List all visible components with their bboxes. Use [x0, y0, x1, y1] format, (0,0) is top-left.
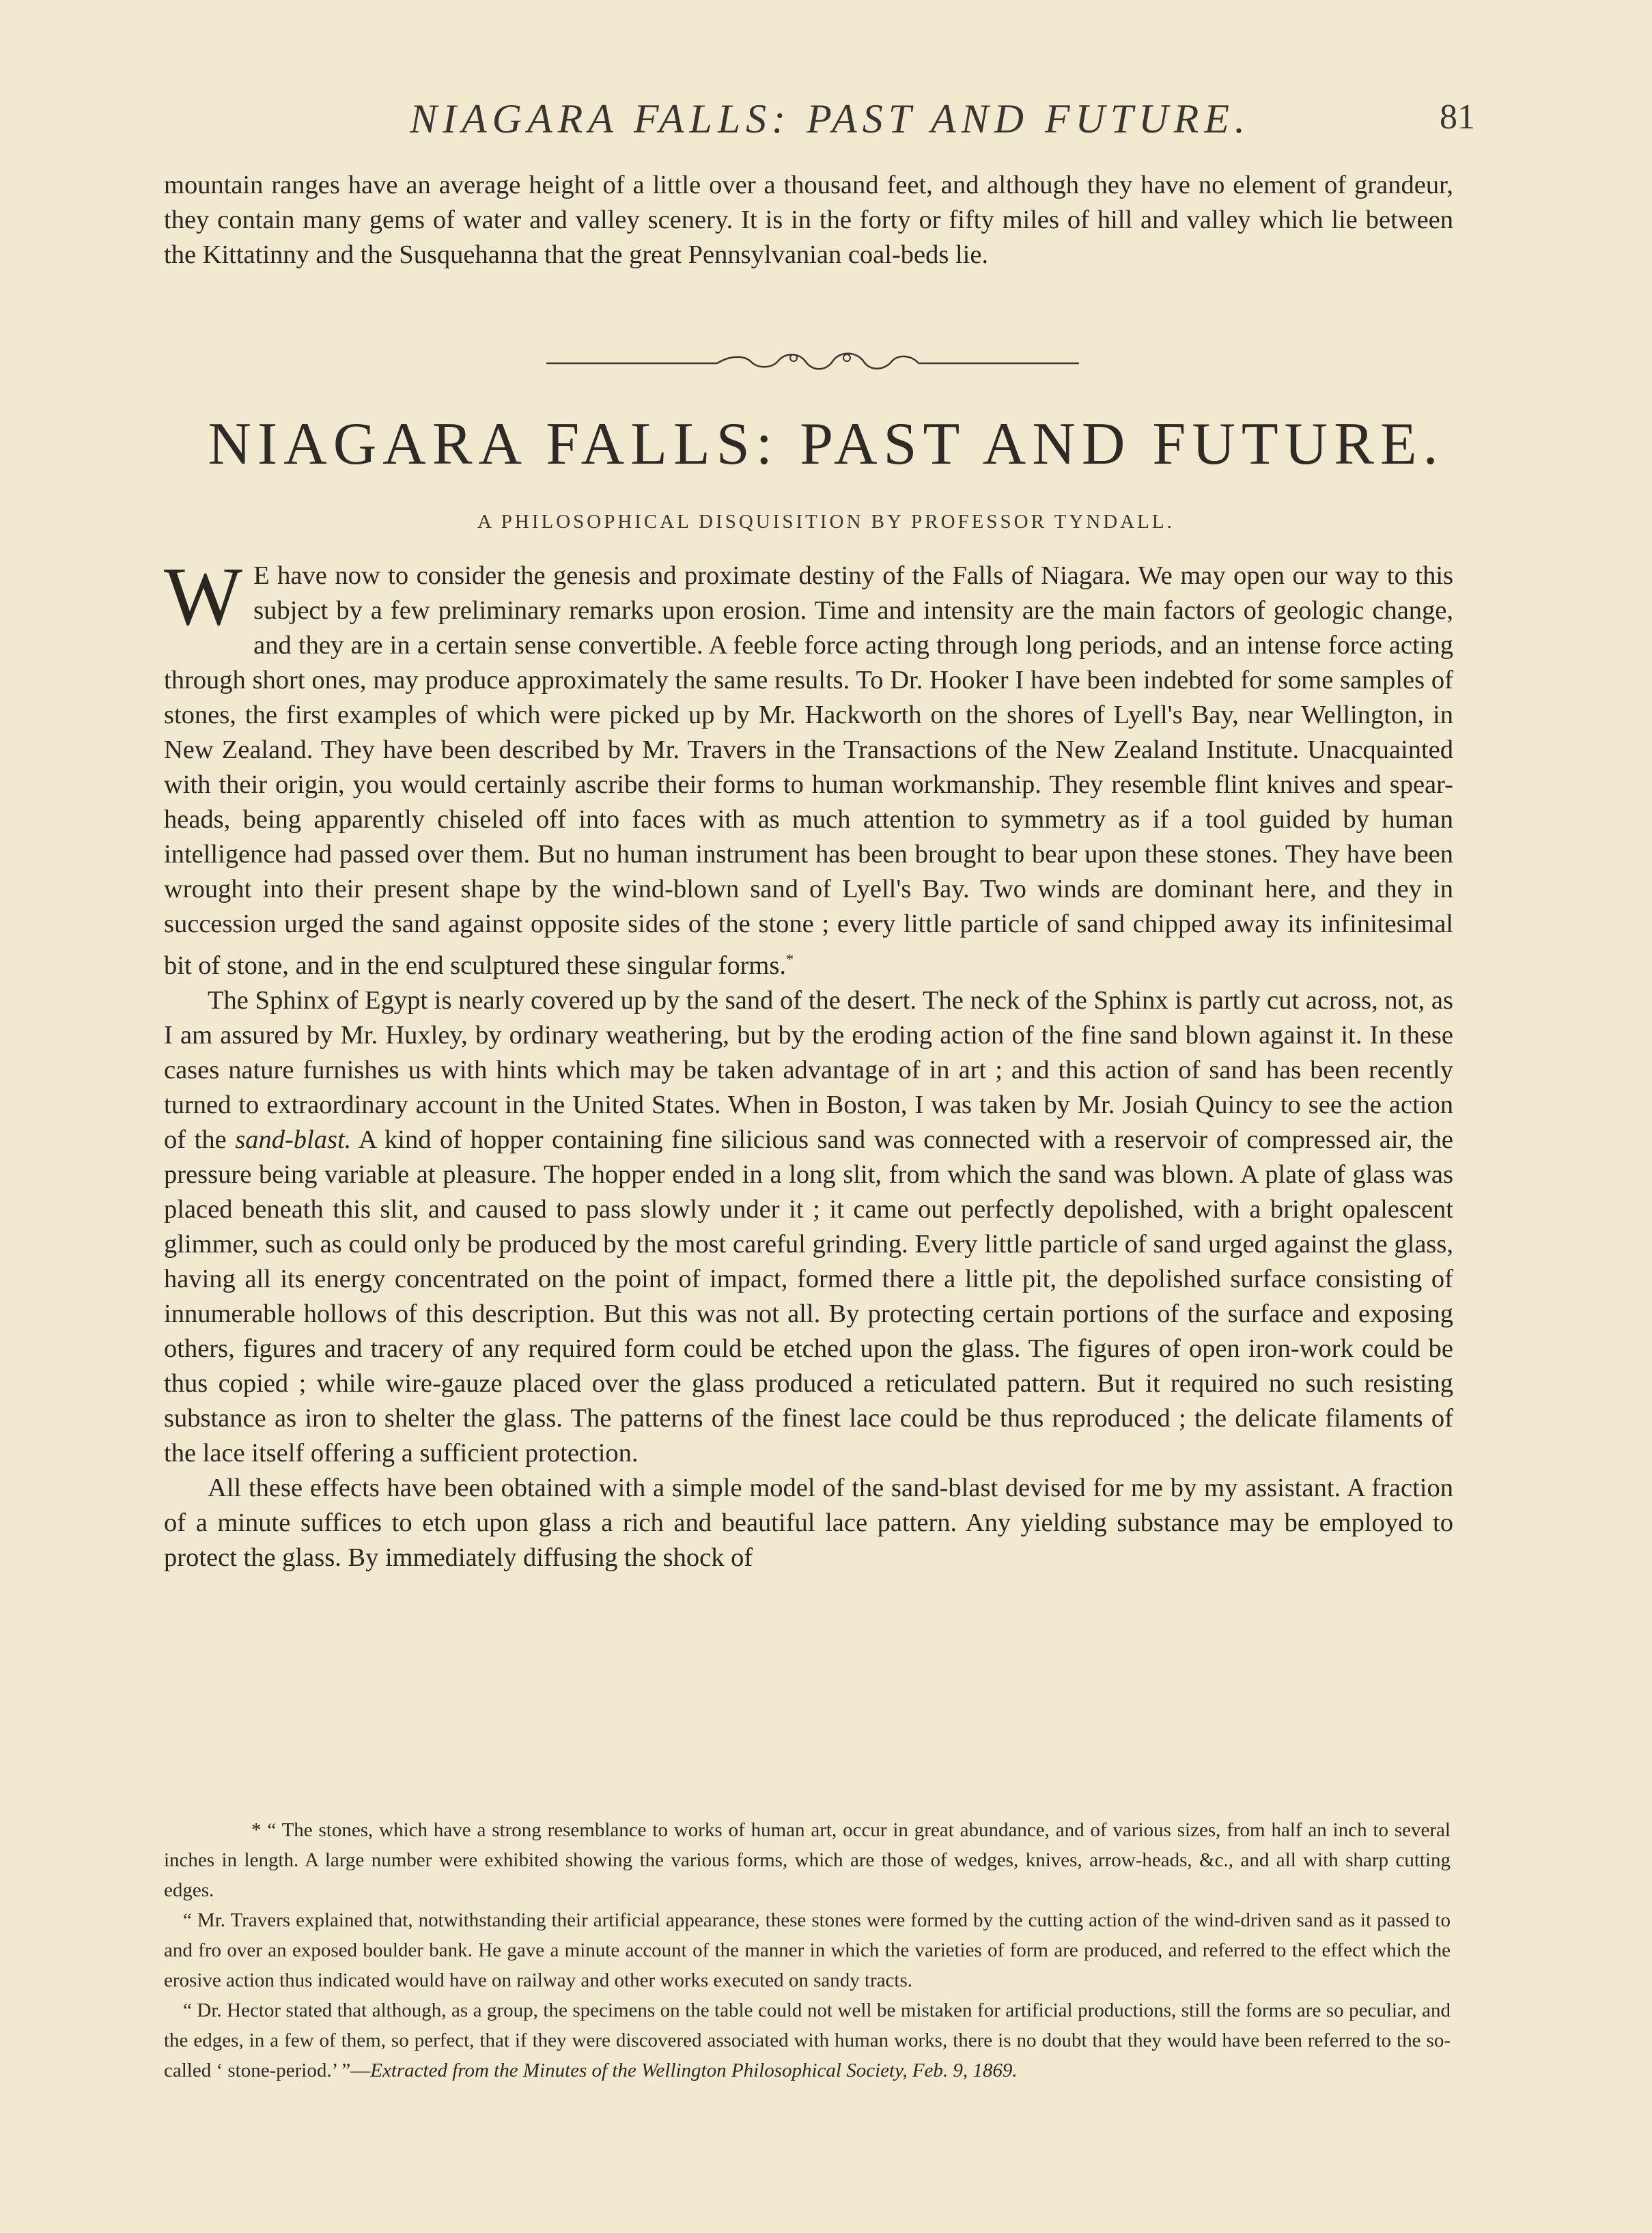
paragraph-2-text-after: A kind of hopper containing fine silicious sand was connected with a reservoir of compressed air, the pressure being variable at pleasure. The hopper ended in a long slit, from which the sand was blown. A plate of glass was placed beneath this slit, and caused to pass slowly under it ; it came out perfectly depolished, with a bright opalescent glimmer, such as could only be produced by the most careful grinding. Every little particle of sand urged against the glass, having all its energy concentrated on the point of impact, formed there a little pit, the depolished surface consisting of innumerable hollows of this description. But this was not all. By protecting certain portions of the surface and exposing others, figures and tracery of any required form could be etched upon the glass. The figures of open iron-work could be thus copied ; while wire-gauze placed over the glass produced a reticulated pattern. But it required no such resisting substance as iron to shelter the glass. The patterns of the finest lace could be thus reproduced ; the delicate filaments of the lace itself offering a sufficient protection. [164, 1125, 1453, 1467]
footnote-3-text: “ Dr. Hector stated that although, as a group, the specimens on the table could not well be mistaken for artificial productions, still the forms are so peculiar, and the edges, in a few of them, so perfect, that if they were discovered associated with human works, there is no doubt that they would have been referred to the so-called ‘ stone-period.’ ”— [164, 1999, 1451, 2081]
sand-blast-term: sand-blast. [235, 1125, 352, 1154]
page-number: 81 [1440, 98, 1475, 137]
article-title: NIAGARA FALLS: PAST AND FUTURE. [208, 411, 1444, 477]
paragraph-2 [164, 983, 1453, 1471]
intro-paragraph: mountain ranges have an average height of a little over a thousand feet, and although they have no element of grandeur, they contain many gems of water and valley scenery. It is in the forty or fifty miles of hill and valley which lie between the Kittatinny and the Susquehanna that the great Pennsylvanian coal-beds lie. [164, 171, 1453, 269]
intro-paragraph-block [164, 168, 1453, 272]
article-subtitle: A PHILOSOPHICAL DISQUISITION BY PROFESSOR TYNDALL. [477, 511, 1175, 533]
footnote-3 [164, 1995, 1451, 2085]
running-head [164, 96, 1475, 150]
paragraph-2-text-before: The Sphinx of Egypt is nearly covered up by the sand of the desert. The neck of the Sphinx is partly cut across, not, as I am assured by Mr. Huxley, by ordinary weathering, but by the eroding action of the fine sand blown against it. In these cases nature furnishes us with hints which may be taken advantage of in art ; and this action of sand has been recently turned to extraordinary account in the United States. When in Boston, I was taken by Mr. Josiah Quincy to see the action of the [164, 985, 1453, 1154]
footnote-1: * “ The stones, which have a strong resemblance to works of human art, occur in great abundance, and of various sizes, from half an inch to several inches in length. A large number were exhibited showing the various forms, which are those of wedges, knives, arrow-heads, &c., and all with sharp cutting edges. [164, 1819, 1451, 1901]
footnotes [164, 1815, 1451, 2085]
ornamental-rule-icon [546, 341, 1079, 382]
paragraph-3: All these effects have been obtained with a simple model of the sand-blast devised for me by my assistant. A fraction of a minute suffices to etch upon glass a rich and beautiful lace pattern. Any yielding substance may be employed to protect the glass. By immediately diffusing the shock of [164, 1473, 1453, 1572]
paragraph-1-text: E have now to consider the genesis and proximate destiny of the Falls of Niagara. We may open our way to this subject by a few preliminary remarks upon erosion. Time and intensity are the main factors of geologic change, and they are in a certain sense convertible. A feeble force acting through long periods, and an intense force acting through short ones, may produce approximately the same results. To Dr. Hooker I have been indebted for some samples of stones, the first examples of which were picked up by Mr. Hackworth on the shores of Lyell's Bay, near Wellington, in New Zealand. They have been described by Mr. Travers in the Transactions of the New Zealand Institute. Unacquainted with their origin, you would certainly ascribe their forms to human workmanship. They resemble flint knives and spear-heads, being apparently chiseled off into faces with as much attention to symmetry as if a tool guided by human intelligence had passed over them. But no human instrument has been brought to bear upon these stones. They have been wrought into their present shape by the wind-blown sand of Lyell's Bay. Two winds are dominant here, and they in succession urged the sand against opposite sides of the stone ; every little particle of sand chipped away its infinitesimal bit of stone, and in the end sculptured these singular forms. [164, 561, 1453, 980]
footnote-marker: * [785, 951, 794, 968]
footnote-2: “ Mr. Travers explained that, notwithstanding their artificial appearance, these stones were formed by the cutting action of the wind-driven sand as it passed to and fro over an exposed boulder bank. He gave a minute account of the manner in which the varieties of form are produced, and referred to the effect which the erosive action thus indicated would have on railway and other works executed on sandy tracts. [164, 1909, 1451, 1991]
running-title: NIAGARA FALLS: PAST AND FUTURE. [410, 96, 1250, 141]
paragraph-1 [164, 550, 1453, 983]
footnote-3-citation: Extracted from the Minutes of the Wellington Philosophical Society, Feb. 9, 1869. [370, 2060, 1018, 2081]
drop-cap: W [164, 550, 243, 643]
article-body [164, 550, 1453, 1575]
